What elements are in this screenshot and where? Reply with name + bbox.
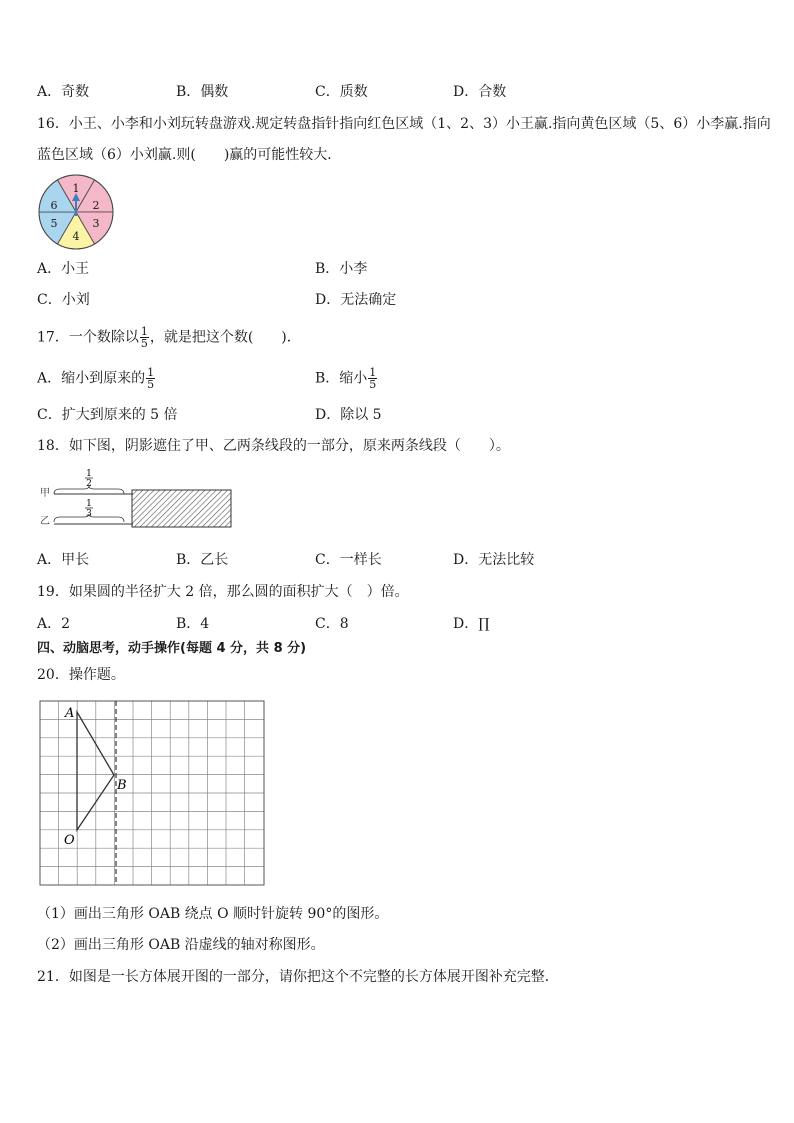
q16-option-c: C．小刘 [37, 292, 90, 308]
section-heading: 四、动脑思考，动手操作(每题 4 分，共 8 分) [37, 641, 307, 656]
frac-jia-num: 1 [86, 469, 92, 479]
q17-fraction: $\frac{1}{5}$ [140, 325, 148, 350]
wheel-number-2: 2 [92, 199, 100, 212]
wheel-number-4: 4 [72, 230, 80, 243]
q21-stem: 21．如图是一长方体展开图的一部分，请你把这个不完整的长方体展开图补充完整． [37, 969, 559, 985]
label-jia: 甲 [40, 488, 50, 499]
q16-stem-line1: 16．小王、小李和小刘玩转盘游戏.规定转盘指针指向红色区域（1、2、3）小王赢.指向黄色区域（5、6）小李赢.指向 [37, 116, 771, 132]
q20-sub2: （2）画出三角形 OAB 沿虚线的轴对称图形。 [37, 937, 325, 953]
q18-option-b: B．乙长 [176, 552, 229, 568]
q16-option-d: D．无法确定 [315, 292, 397, 308]
q17-option-c: C．扩大到原来的 5 倍 [37, 407, 178, 423]
q15-option-d: D．合数 [453, 84, 507, 100]
wheel-number-3: 3 [92, 217, 100, 230]
wheel-number-1: 1 [72, 182, 80, 195]
q19-option-b: B．4 [176, 616, 210, 632]
q19-option-d: D．∏ [453, 616, 490, 632]
wheel-number-5: 5 [50, 217, 58, 230]
q17-suffix: ，就是把这个数( )． [149, 329, 301, 346]
point-a-label: A [65, 706, 75, 721]
q17-prefix: 17．一个数除以 [37, 329, 139, 346]
q15-option-c: C．质数 [315, 84, 368, 100]
spinner-wheel [37, 173, 117, 253]
q16-option-a: A．小王 [37, 261, 90, 277]
label-yi: 乙 [40, 516, 50, 527]
frac-jia-den: 2 [86, 479, 92, 489]
q19-option-c: C．8 [315, 616, 349, 632]
q15-option-a: A．奇数 [37, 84, 90, 100]
point-b-label: B [117, 778, 127, 793]
frac-yi-den: 3 [86, 509, 92, 519]
grid-figure [39, 700, 265, 887]
q17-option-b: B．缩小 $\frac{1}{5}$ [315, 366, 377, 391]
frac-yi-num: 1 [86, 499, 92, 509]
q16-option-b: B．小李 [315, 261, 368, 277]
q17-option-a: A．缩小到原来的 $\frac{1}{5}$ [37, 366, 155, 391]
q18-option-c: C．一样长 [315, 552, 382, 568]
q20-sub1: （1）画出三角形 OAB 绕点 O 顺时针旋转 90°的图形。 [37, 906, 389, 922]
q20-stem: 20．操作题。 [37, 667, 125, 683]
segment-figure [40, 468, 240, 530]
q18-stem: 18．如下图，阴影遮住了甲、乙两条线段的一部分，原来两条线段（ ）。 [37, 438, 510, 454]
q18-option-a: A．甲长 [37, 552, 90, 568]
point-o-label: O [64, 833, 75, 848]
wheel-number-6: 6 [50, 199, 58, 212]
q18-option-d: D．无法比较 [453, 552, 535, 568]
q16-stem-line2: 蓝色区域（6）小刘赢.则( )赢的可能性较大． [37, 147, 342, 163]
q19-option-a: A．2 [37, 616, 71, 632]
q15-option-b: B．偶数 [176, 84, 229, 100]
q17-option-d: D．除以 5 [315, 407, 382, 423]
q19-stem: 19．如果圆的半径扩大 2 倍，那么圆的面积扩大（ ）倍。 [37, 584, 409, 600]
shaded-cover [132, 490, 231, 527]
q17-stem [37, 326, 301, 349]
